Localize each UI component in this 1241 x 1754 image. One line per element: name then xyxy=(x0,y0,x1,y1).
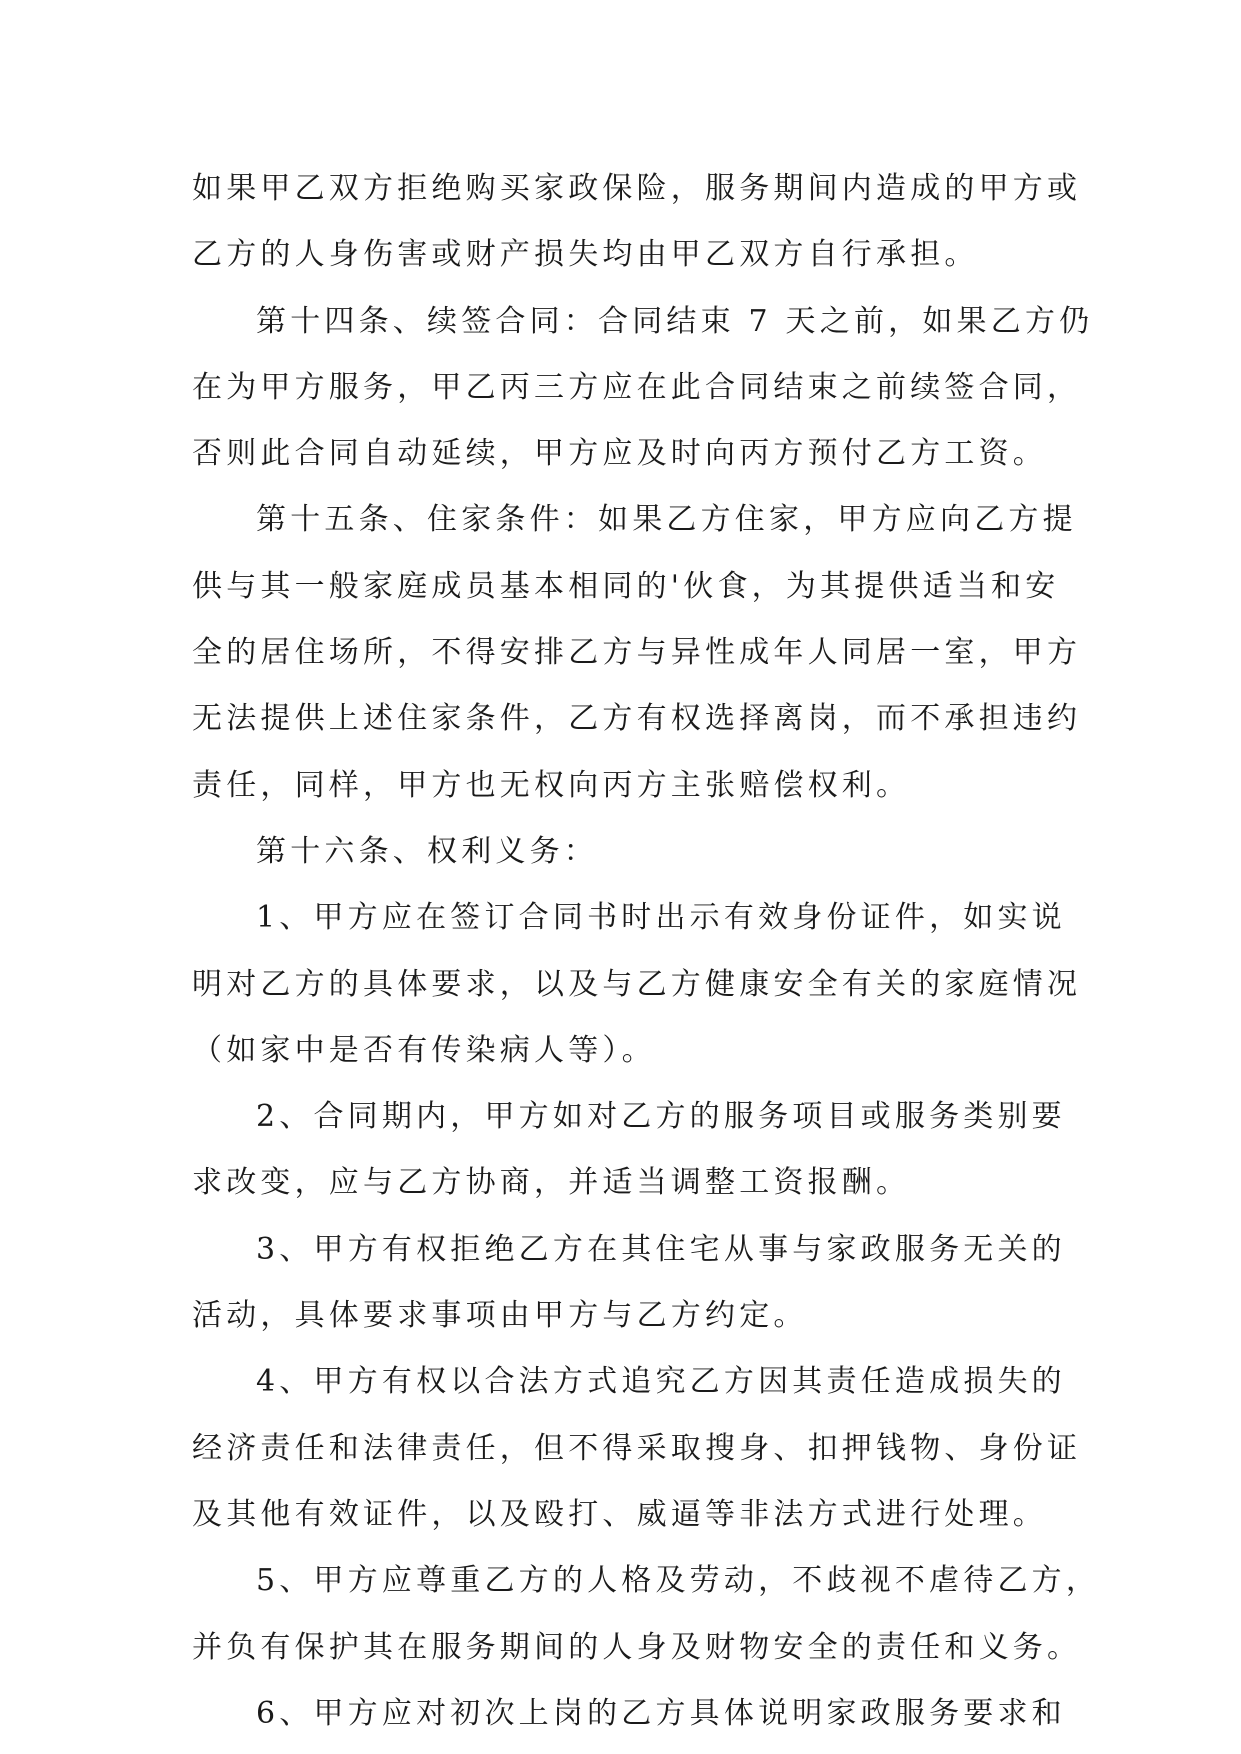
article-15-heading: 第十五条、住家条件：如果乙方住家，甲方应向乙方提 xyxy=(256,502,1077,538)
text-line: 供与其一般家庭成员基本相同的'伙食，为其提供适当和安 xyxy=(192,568,1060,604)
clause-6: 6、甲方应对初次上岗的乙方具体说明家政服务要求和 xyxy=(256,1695,1066,1731)
text-line: 并负有保护其在服务期间的人身及财物安全的责任和义务。 xyxy=(192,1629,1082,1665)
article-16-heading: 第十六条、权利义务： xyxy=(256,833,598,869)
text-line: 责任，同样，甲方也无权向丙方主张赔偿权利。 xyxy=(192,767,911,803)
document-body xyxy=(192,156,1101,1747)
text-line: 在为甲方服务，甲乙丙三方应在此合同结束之前续签合同， xyxy=(192,369,1082,405)
clause-1: 1、甲方应在签订合同书时出示有效身份证件，如实说 xyxy=(256,900,1066,936)
text-line: （如家中是否有传染病人等）。 xyxy=(192,1032,656,1068)
text-line: 全的居住场所，不得安排乙方与异性成年人同居一室，甲方 xyxy=(192,635,1082,671)
text-line: 乙方的人身伤害或财产损失均由甲乙双方自行承担。 xyxy=(192,237,979,273)
text-line: 无法提供上述住家条件，乙方有权选择离岗，而不承担违约 xyxy=(192,701,1082,737)
clause-4: 4、甲方有权以合法方式追究乙方因其责任造成损失的 xyxy=(256,1364,1066,1400)
text-line: 明对乙方的具体要求，以及与乙方健康安全有关的家庭情况 xyxy=(192,966,1082,1002)
text-line: 求改变，应与乙方协商，并适当调整工资报酬。 xyxy=(192,1165,911,1201)
text-line: 如果甲乙双方拒绝购买家政保险，服务期间内造成的甲方或 xyxy=(192,171,1082,206)
clause-5: 5、甲方应尊重乙方的人格及劳动，不歧视不虐待乙方， xyxy=(256,1563,1101,1599)
clause-3: 3、甲方有权拒绝乙方在其住宅从事与家政服务无关的 xyxy=(256,1231,1066,1267)
article-14-heading: 第十四条、续签合同：合同结束 7 天之前，如果乙方仍 xyxy=(256,303,1094,339)
clause-2: 2、合同期内，甲方如对乙方的服务项目或服务类别要 xyxy=(256,1099,1066,1135)
text-line: 及其他有效证件，以及殴打、威逼等非法方式进行处理。 xyxy=(192,1496,1047,1532)
text-line: 活动，具体要求事项由甲方与乙方约定。 xyxy=(192,1298,808,1334)
text-line: 经济责任和法律责任，但不得采取搜身、扣押钱物、身份证 xyxy=(192,1430,1082,1466)
text-line: 否则此合同自动延续，甲方应及时向丙方预付乙方工资。 xyxy=(192,436,1047,472)
